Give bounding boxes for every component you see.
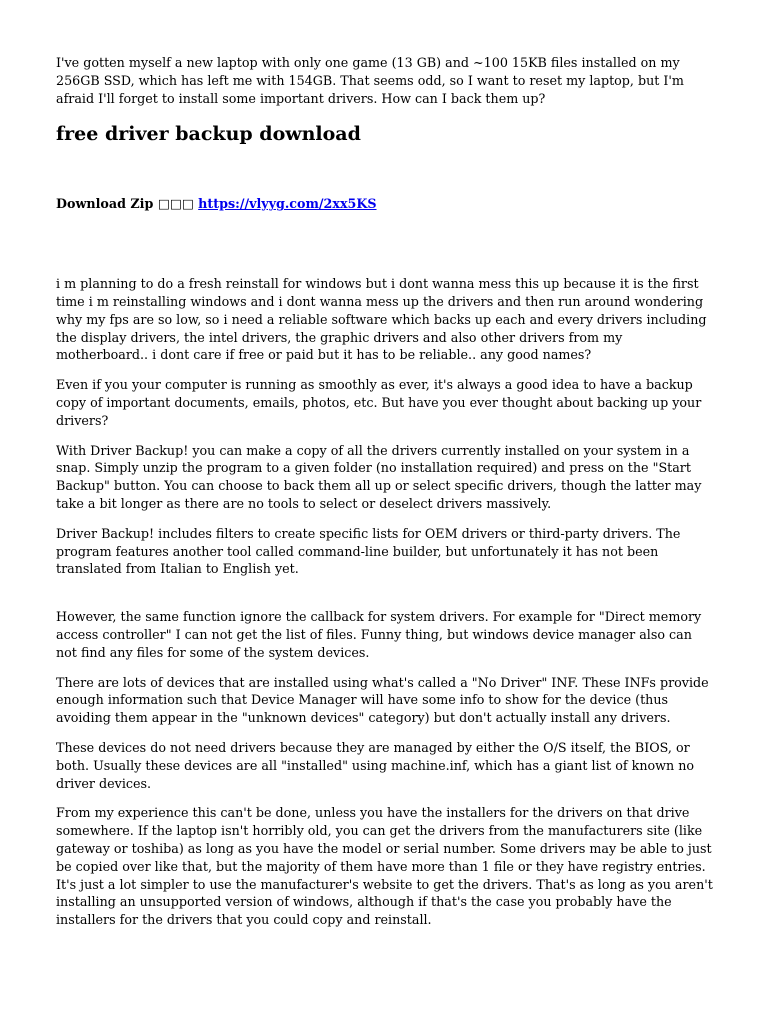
body-paragraph-1: i m planning to do a fresh reinstall for windows but i dont wanna mess this up because it is the first time i m reinstalling windows and i dont wanna mess up the drivers and then run around wondering why my fps are so low, so i need a reliable software which backs up each and every drivers including the display drivers, the intel drivers, the graphic drivers and also other drivers from my motherboard.. i dont care if free or paid but it has to be reliable.. any good names? <box>56 276 707 363</box>
body-paragraph-5: However, the same function ignore the callback for system drivers. For example for "Direct memory access controller" I can not get the list of files. Funny thing, but windows device manager also can not find any files for some of the system devices. <box>56 609 702 660</box>
arrow-glyph-icon: □□□ <box>157 196 194 212</box>
body-paragraph-8: From my experience this can't be done, unless you have the installers for the drivers on that drive somewhere. If the laptop isn't horribly old, you can get the drivers from the manufacturers site (like gateway or toshiba) as long as you have the model or serial number. Some drivers may be able to just be copied over like that, but the majority of them have more than 1 file or they have registry entries. It's just a lot simpler to use the manufacturer's website to get the drivers. That's as long as you aren't installing an unsupported version of windows, although if that's the case you probably have the installers for the drivers that you could copy and reinstall. <box>56 805 713 928</box>
body-paragraph-6: There are lots of devices that are installed using what's called a "No Driver" INF. These INFs provide enough information such that Device Manager will have some info to show for the device (thus avoiding them appear in the "unknown devices" category) but don't actually install any drivers. <box>56 674 709 726</box>
body-paragraph-4: Driver Backup! includes filters to create specific lists for OEM drivers or third-party drivers. The program features another tool called command-line builder, but unfortunately it has not been translated from Italian to English yet. <box>56 525 681 577</box>
body-paragraph-7: These devices do not need drivers because they are managed by either the O/S itself, the BIOS, or both. Usually these devices are all "installed" using machine.inf, which has a giant list of known no driver devices. <box>56 739 694 791</box>
document-page <box>56 54 716 929</box>
body-paragraph-3: With Driver Backup! you can make a copy of all the drivers currently installed on your system in a snap. Simply unzip the program to a given folder (no installation required) and press on the "Start Backup" button. You can choose to back them all up or select specific drivers, though the latter may take a bit longer as there are no tools to select or deselect drivers massively. <box>56 442 702 511</box>
download-link[interactable]: https://vlyyg.com/2xx5KS <box>198 196 377 212</box>
page-title: free driver backup download <box>56 123 361 146</box>
body-paragraph-2: Even if you your computer is running as smoothly as ever, it's always a good idea to have a backup copy of important documents, emails, photos, etc. But have you ever thought about backing up your drivers? <box>56 377 702 428</box>
download-line <box>56 195 716 213</box>
download-label: Download Zip <box>56 196 154 212</box>
intro-paragraph: I've gotten myself a new laptop with only one game (13 GB) and ~100 15KB files installed on my 256GB SSD, which has left me with 154GB. That seems odd, so I want to reset my laptop, but I'm afraid I'll forget to install some important drivers. How can I back them up? <box>56 55 684 106</box>
